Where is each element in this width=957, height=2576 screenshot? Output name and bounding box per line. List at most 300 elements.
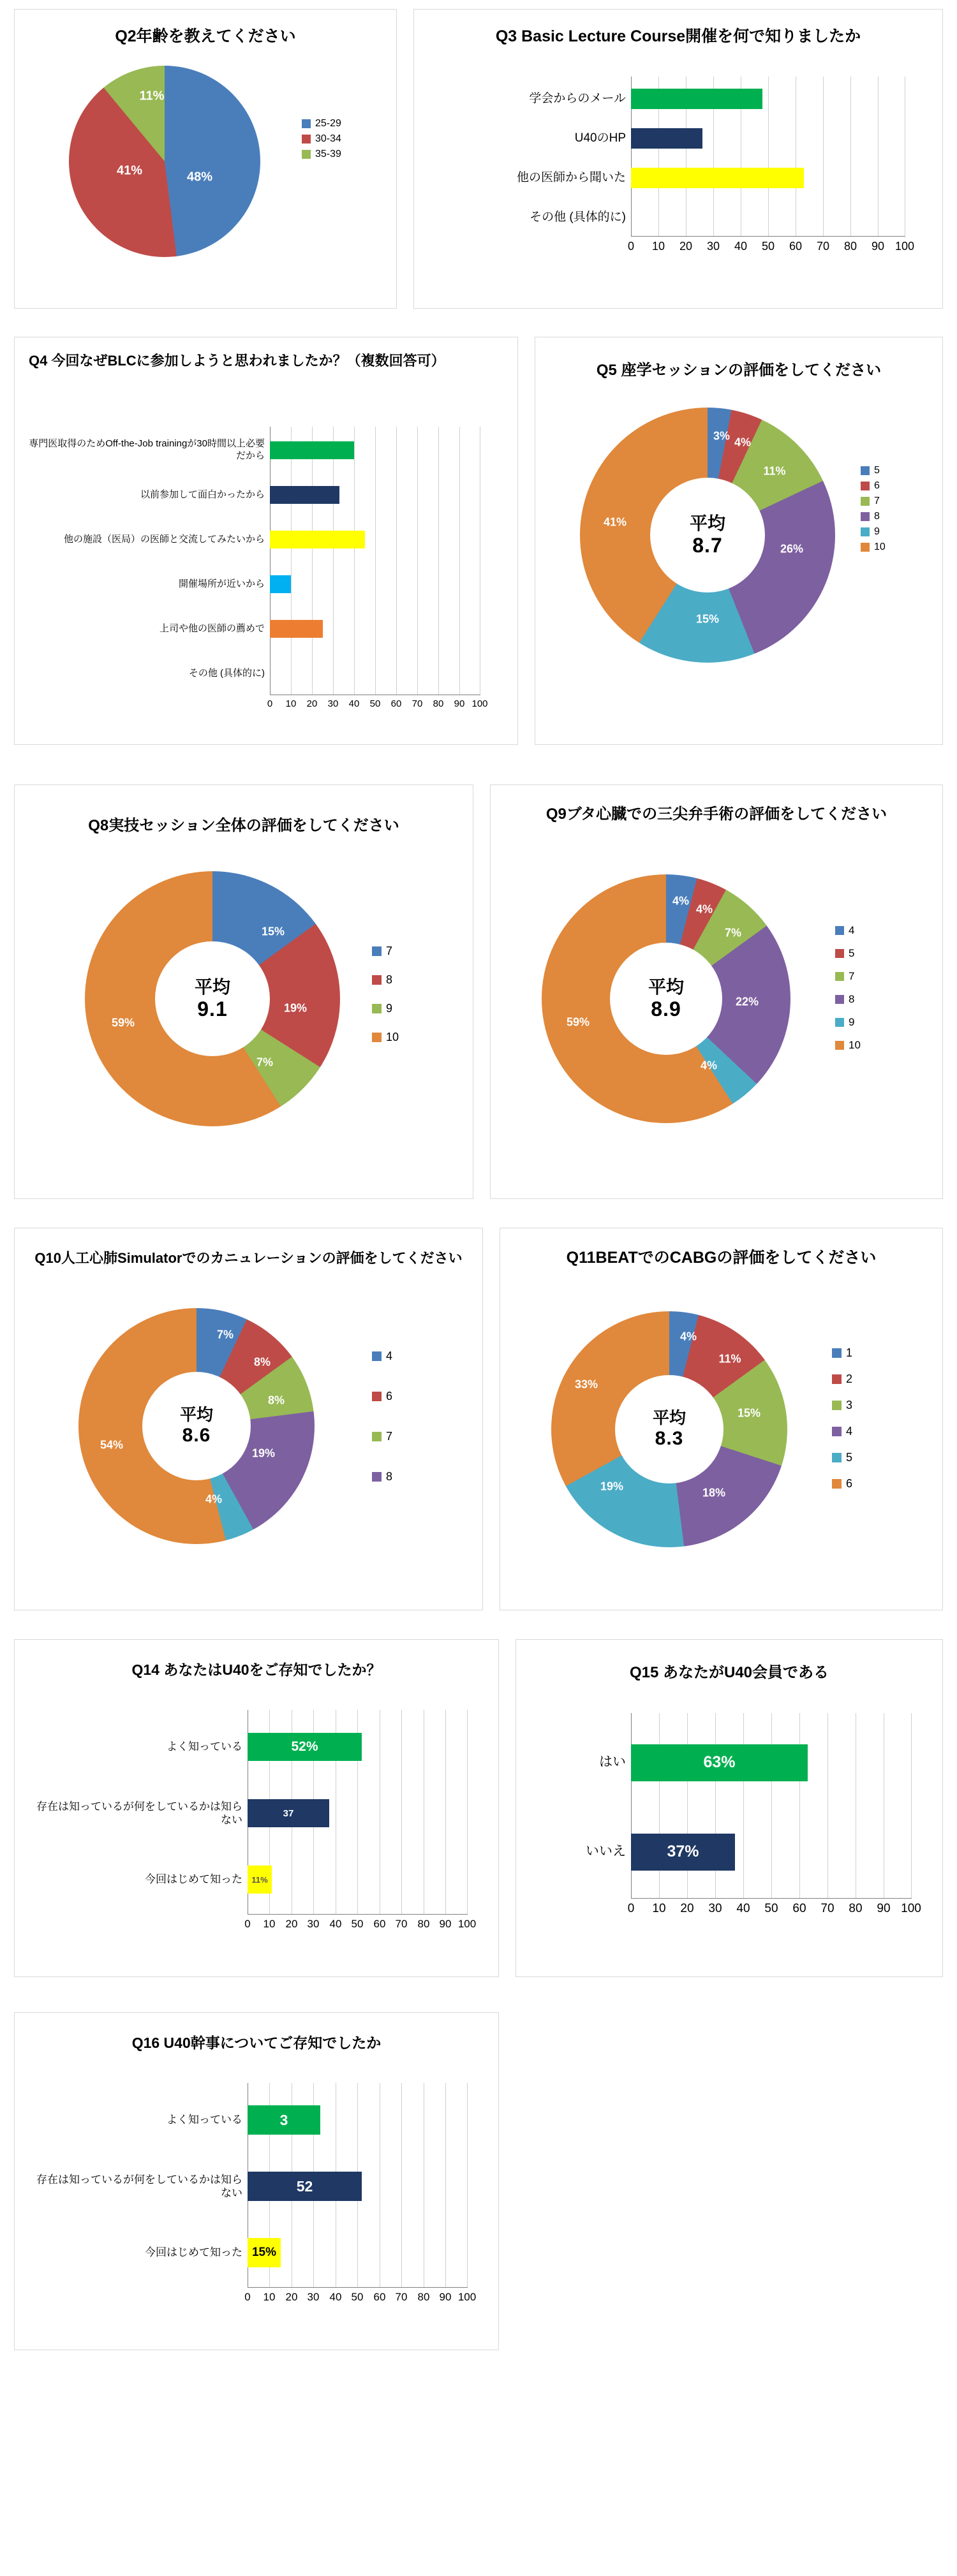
donut-label-q10-1: 8%	[253, 1355, 271, 1369]
bar-fill	[248, 2238, 281, 2267]
legend-swatch-icon	[835, 1018, 844, 1027]
bar-row	[27, 1781, 468, 1845]
chart-title-q14: Q14 あなたはU40をご存知でしたか？	[131, 1661, 382, 1678]
x-tick: 10	[285, 698, 297, 709]
legend-label: 10	[849, 1039, 861, 1051]
chart-card-q3	[413, 9, 943, 309]
donut-label-q8-0: 15%	[261, 925, 285, 938]
bar-track	[248, 2088, 468, 2152]
legend-item	[832, 1451, 852, 1464]
bar-value-label: 37	[283, 1807, 294, 1819]
donut-label-q8-2: 7%	[256, 1056, 274, 1069]
legend-label: 4	[386, 1350, 393, 1362]
donut-label-q11-2: 15%	[737, 1406, 761, 1420]
bar-track	[631, 199, 905, 236]
bar-fill	[631, 1744, 808, 1781]
legend-item	[835, 924, 861, 937]
x-tick: 30	[307, 1918, 320, 1930]
legend-item	[372, 945, 399, 958]
donut-label-q9-0: 4%	[672, 894, 690, 908]
legend-label: 4	[846, 1425, 853, 1438]
donut-q11	[551, 1311, 787, 1547]
bar-category-label: 専門医取得のためOff-the-Job trainingが30時間以上必要だから	[29, 438, 265, 461]
legend-swatch-icon	[861, 497, 870, 506]
pie-slices-q2	[69, 66, 260, 257]
x-tick: 60	[373, 1918, 386, 1930]
legend-item	[832, 1373, 852, 1386]
legend-item	[835, 1039, 861, 1052]
bar-fill	[248, 2105, 320, 2135]
donut-label-q9-3: 22%	[735, 995, 759, 1008]
legend-swatch-icon	[832, 1374, 842, 1384]
x-tick: 0	[627, 1902, 635, 1915]
legend-item	[861, 541, 886, 553]
legend-swatch-icon	[835, 949, 844, 958]
bar-category-label: 今回はじめて知った	[145, 2246, 242, 2259]
chart-title-q9: Q9ブタ心臓での三尖弁手術の評価をしてください	[545, 806, 887, 823]
bar-row	[27, 563, 480, 605]
bar-row	[529, 1719, 912, 1806]
legend-item	[372, 1350, 392, 1363]
legend-label: 8	[849, 993, 855, 1005]
x-tick: 30	[708, 1902, 722, 1915]
legend-item	[835, 1016, 861, 1029]
bar-value-label: 63%	[703, 1753, 736, 1771]
x-tick: 40	[348, 698, 360, 709]
bar-row	[27, 2221, 468, 2285]
legend-label: 10	[874, 541, 886, 552]
x-tick: 50	[764, 1902, 778, 1915]
bar-track	[270, 608, 480, 650]
bar-category-label: 他の施設（医局）の医師と交流してみたいから	[63, 533, 265, 545]
bar-category-label: 学会からのメール	[529, 92, 626, 106]
bar-row	[427, 120, 905, 157]
x-tick: 60	[789, 240, 803, 253]
x-tick: 100	[457, 2291, 477, 2303]
x-tick: 50	[761, 240, 775, 253]
x-tick: 90	[454, 698, 465, 709]
legend-label: 7	[849, 970, 855, 982]
bar-category-label: U40のHP	[574, 131, 626, 145]
donut-label-q8-3: 59%	[111, 1016, 135, 1029]
bar-category-label: 開催場所が近いから	[178, 578, 265, 589]
legend-q10	[372, 1350, 392, 1487]
donut-label-q9-5: 59%	[566, 1015, 590, 1029]
bar-track	[270, 652, 480, 695]
donut-center-q5	[650, 478, 765, 592]
x-tick: 70	[816, 240, 830, 253]
bar-category-label: 以前参加して面白かったから	[140, 489, 265, 500]
legend-item	[835, 947, 861, 960]
bar-fill	[248, 1866, 272, 1894]
pie-label-q2-0: 48%	[186, 170, 213, 184]
x-tick-labels-q14	[244, 1918, 477, 1933]
legend-item	[302, 133, 341, 145]
legend-item	[861, 465, 886, 476]
bar-fill	[248, 1799, 329, 1827]
bar-fill	[270, 531, 365, 548]
x-tick: 10	[652, 1902, 666, 1915]
bar-track	[270, 474, 480, 516]
legend-item	[832, 1477, 852, 1490]
legend-label: 6	[846, 1477, 853, 1490]
donut-label-q10-3: 19%	[251, 1446, 276, 1460]
bar-row	[27, 474, 480, 516]
x-tick: 0	[627, 240, 635, 253]
legend-item	[372, 1390, 392, 1403]
x-tick: 40	[734, 240, 748, 253]
bar-track	[631, 159, 905, 196]
bar-row	[427, 199, 905, 236]
legend-q11	[832, 1346, 852, 1494]
legend-swatch-icon	[302, 119, 311, 128]
legend-item	[861, 480, 886, 492]
donut-label-q10-0: 7%	[216, 1328, 234, 1341]
donut-label-q11-1: 11%	[718, 1352, 741, 1365]
legend-item	[372, 1002, 399, 1015]
bar-rows-q4	[27, 427, 509, 726]
bar-track	[248, 1848, 468, 1911]
chart-card-q8	[14, 784, 473, 1199]
bar-fill	[631, 1834, 735, 1871]
bar-category-label: 上司や他の医師の薦めで	[159, 622, 265, 634]
legend-swatch-icon	[835, 995, 844, 1004]
legend-label: 30-34	[315, 133, 341, 144]
x-tick: 50	[369, 698, 381, 709]
bar-category-label: はい	[599, 1755, 626, 1770]
bar-fill	[248, 2172, 362, 2201]
bar-track	[631, 1719, 912, 1806]
donut-center-label: 平均	[179, 1404, 213, 1424]
bar-track	[270, 519, 480, 561]
bar-row	[427, 80, 905, 117]
legend-item	[861, 496, 886, 507]
bar-row	[427, 159, 905, 196]
pie-label-q2-1: 41%	[116, 163, 143, 178]
x-tick-labels-q16	[244, 2291, 477, 2306]
x-tick: 90	[877, 1902, 891, 1915]
legend-swatch-icon	[861, 543, 870, 552]
x-tick-labels-q15	[627, 1902, 921, 1917]
donut-center-label: 平均	[648, 976, 684, 997]
donut-center-label: 平均	[689, 513, 725, 533]
x-tick: 90	[439, 2291, 452, 2303]
x-tick: 30	[307, 2291, 320, 2303]
bar-track	[631, 120, 905, 157]
bar-category-label: 存在は知っているが何をしているかは知らない	[36, 2173, 242, 2199]
legend-label: 9	[874, 526, 880, 537]
legend-swatch-icon	[835, 972, 844, 981]
legend-label: 3	[846, 1399, 853, 1411]
x-tick: 20	[306, 698, 318, 709]
donut-center-value: 8.7	[692, 533, 723, 557]
bar-row	[27, 652, 480, 695]
donut-center-value: 8.3	[655, 1427, 684, 1449]
legend-swatch-icon	[835, 1041, 844, 1050]
bar-track	[270, 429, 480, 471]
legend-label: 9	[849, 1016, 855, 1028]
bar-value-label: 37%	[667, 1843, 699, 1860]
x-tick: 80	[417, 2291, 430, 2303]
bar-row	[27, 519, 480, 561]
legend-swatch-icon	[861, 466, 870, 475]
legend-item	[302, 149, 341, 160]
x-tick: 40	[736, 1902, 750, 1915]
legend-label: 7	[386, 945, 393, 957]
legend-item	[372, 973, 399, 987]
donut-label-q5-0: 3%	[713, 429, 731, 443]
x-tick: 10	[263, 1918, 276, 1930]
donut-label-q5-5: 41%	[603, 515, 627, 529]
bar-category-label: よく知っている	[167, 2114, 242, 2126]
legend-swatch-icon	[302, 150, 311, 159]
bar-fill	[248, 1733, 362, 1761]
x-tick: 60	[390, 698, 402, 709]
bar-row	[27, 1848, 468, 1911]
bar-fill	[270, 441, 354, 459]
legend-label: 1	[846, 1346, 853, 1359]
x-tick: 80	[417, 1918, 430, 1930]
legend-swatch-icon	[832, 1453, 842, 1462]
x-tick: 0	[244, 1918, 251, 1930]
x-tick: 70	[395, 1918, 408, 1930]
x-tick: 50	[351, 2291, 364, 2303]
x-tick: 10	[263, 2291, 276, 2303]
legend-item	[861, 526, 886, 538]
legend-label: 5	[846, 1451, 853, 1464]
chart-title-q8: Q8実技セッション全体の評価をしてください	[88, 817, 399, 834]
donut-label-q10-4: 4%	[205, 1492, 223, 1506]
x-tick: 60	[373, 2291, 386, 2303]
x-tick: 30	[327, 698, 339, 709]
bar-plot-q16	[27, 2083, 490, 2319]
legend-item	[835, 970, 861, 983]
donut-center-value: 8.6	[182, 1424, 211, 1446]
bar-category-label: その他 (具体的に)	[188, 667, 265, 679]
bar-row	[27, 1715, 468, 1779]
legend-label: 5	[874, 465, 880, 476]
chart-card-q11	[500, 1228, 943, 1610]
legend-swatch-icon	[372, 1472, 382, 1482]
legend-label: 9	[386, 1002, 393, 1015]
bar-value-label: 11%	[251, 1874, 268, 1885]
bar-plot-q14	[27, 1710, 490, 1946]
x-tick: 80	[843, 240, 857, 253]
x-tick: 20	[285, 2291, 298, 2303]
bar-category-label: その他 (具体的に)	[530, 210, 626, 224]
donut-label-q9-1: 4%	[695, 902, 713, 916]
x-tick: 0	[267, 698, 273, 709]
legend-item	[372, 1470, 392, 1483]
bar-track	[248, 2154, 468, 2218]
donut-q10	[78, 1308, 315, 1544]
donut-label-q11-3: 18%	[702, 1486, 726, 1499]
legend-swatch-icon	[832, 1479, 842, 1489]
x-tick: 60	[792, 1902, 806, 1915]
legend-swatch-icon	[302, 135, 311, 144]
bar-value-label: 52	[296, 2177, 313, 2195]
bar-row	[529, 1809, 912, 1895]
x-tick: 80	[433, 698, 444, 709]
donut-label-q10-5: 54%	[100, 1438, 124, 1452]
x-tick: 40	[329, 2291, 342, 2303]
chart-title-q4: Q4 今回なぜBLCに参加しようと思われましたか？（複数回答可）	[29, 353, 445, 369]
donut-label-q5-4: 15%	[695, 612, 720, 626]
bar-track	[270, 563, 480, 605]
donut-label-q11-5: 33%	[574, 1378, 598, 1391]
bar-row	[27, 2088, 468, 2152]
bar-value-label: 3	[279, 2111, 288, 2128]
donut-q9	[542, 874, 790, 1123]
bar-row	[27, 2154, 468, 2218]
pie-label-q2-2: 11%	[139, 89, 165, 103]
chart-title-q5: Q5 座学セッションの評価をしてください	[596, 362, 882, 379]
legend-item	[372, 1031, 399, 1044]
donut-label-q9-4: 4%	[700, 1059, 718, 1072]
x-tick: 90	[871, 240, 885, 253]
legend-label: 6	[386, 1390, 393, 1402]
legend-q5	[861, 465, 886, 557]
pie-q2	[69, 66, 260, 257]
chart-card-q4	[14, 337, 518, 745]
legend-label: 7	[874, 496, 880, 506]
donut-center-q8	[155, 941, 270, 1056]
x-tick: 100	[471, 698, 488, 709]
donut-center-label: 平均	[652, 1408, 686, 1427]
legend-label: 25-29	[315, 118, 341, 129]
bar-track	[248, 2221, 468, 2285]
legend-swatch-icon	[372, 1033, 382, 1042]
x-tick: 90	[439, 1918, 452, 1930]
bar-fill	[270, 620, 323, 638]
chart-card-q2	[14, 9, 397, 309]
bar-track	[248, 1715, 468, 1779]
x-tick: 20	[285, 1918, 298, 1930]
bar-fill	[270, 486, 339, 504]
bar-row	[27, 608, 480, 650]
bar-rows-q3	[427, 77, 931, 268]
legend-swatch-icon	[861, 482, 870, 490]
legend-item	[372, 1430, 392, 1443]
x-tick: 0	[244, 2291, 251, 2303]
bar-row	[27, 429, 480, 471]
x-tick: 70	[395, 2291, 408, 2303]
bar-track	[631, 1809, 912, 1895]
donut-label-q5-1: 4%	[734, 436, 752, 449]
bar-fill	[631, 128, 702, 149]
chart-card-q16	[14, 2012, 499, 2350]
legend-swatch-icon	[372, 975, 382, 985]
legend-swatch-icon	[832, 1401, 842, 1410]
bar-plot-q3	[427, 77, 931, 268]
bar-category-label: よく知っている	[167, 1741, 242, 1753]
legend-label: 6	[874, 480, 880, 491]
legend-swatch-icon	[372, 946, 382, 956]
chart-title-q16: Q16 U40幹事についてご存知でしたか	[131, 2035, 382, 2051]
x-tick: 20	[680, 1902, 694, 1915]
chart-title-q3: Q3 Basic Lecture Course開催を何で知りましたか	[495, 27, 861, 45]
legend-item	[832, 1425, 852, 1438]
donut-label-q8-1: 19%	[283, 1001, 308, 1015]
bar-category-label: 今回はじめて知った	[145, 1873, 242, 1886]
x-tick: 10	[651, 240, 665, 253]
donut-center-value: 9.1	[197, 997, 228, 1020]
bar-plot-q4	[27, 427, 509, 726]
legend-label: 10	[386, 1031, 399, 1043]
bar-plot-q15	[529, 1713, 934, 1949]
donut-label-q10-2: 8%	[267, 1394, 285, 1407]
x-tick: 30	[706, 240, 720, 253]
chart-title-q2: Q2年齢を教えてください	[115, 27, 296, 45]
bar-track	[248, 1781, 468, 1845]
x-tick: 40	[329, 1918, 342, 1930]
chart-card-q9	[490, 784, 943, 1199]
bar-category-label: 存在は知っているが何をしているかは知らない	[36, 1800, 242, 1826]
x-tick: 70	[412, 698, 423, 709]
legend-swatch-icon	[832, 1348, 842, 1358]
legend-label: 8	[874, 511, 880, 522]
legend-label: 7	[386, 1430, 393, 1443]
bar-fill	[631, 89, 762, 109]
legend-swatch-icon	[861, 512, 870, 521]
legend-label: 35-39	[315, 149, 341, 159]
chart-title-q10: Q10人工心肺Simulatorでのカニュレーションの評価をしてください	[34, 1250, 463, 1266]
legend-label: 8	[386, 973, 393, 986]
legend-item	[302, 118, 341, 129]
x-tick: 80	[849, 1902, 863, 1915]
legend-q8	[372, 945, 399, 1048]
donut-center-q9	[610, 943, 722, 1055]
bar-rows-q16	[27, 2083, 490, 2319]
chart-title-q15: Q15 あなたがU40会員である	[629, 1664, 829, 1681]
donut-q8	[85, 871, 340, 1126]
x-tick: 70	[820, 1902, 835, 1915]
x-tick: 100	[457, 1918, 477, 1930]
bar-value-label: 52%	[291, 1739, 318, 1754]
x-tick-labels-q4	[267, 698, 488, 712]
legend-swatch-icon	[372, 1004, 382, 1013]
legend-swatch-icon	[372, 1432, 382, 1441]
x-tick: 100	[901, 1902, 921, 1915]
x-tick: 20	[679, 240, 693, 253]
chart-card-q10	[14, 1228, 483, 1610]
legend-item	[832, 1346, 852, 1360]
legend-swatch-icon	[372, 1351, 382, 1361]
donut-label-q5-2: 11%	[763, 464, 786, 478]
bar-fill	[631, 168, 804, 188]
legend-label: 4	[849, 924, 855, 936]
legend-item	[861, 511, 886, 522]
chart-title-q11: Q11BEATでのCABGの評価をしてください	[566, 1249, 877, 1267]
bar-category-label: いいえ	[586, 1844, 626, 1859]
legend-swatch-icon	[372, 1392, 382, 1401]
legend-swatch-icon	[832, 1427, 842, 1436]
legend-item	[835, 993, 861, 1006]
legend-label: 2	[846, 1373, 853, 1385]
legend-q9	[835, 924, 861, 1056]
legend-label: 8	[386, 1470, 393, 1483]
bar-rows-q14	[27, 1710, 490, 1946]
legend-swatch-icon	[861, 527, 870, 536]
donut-q5	[580, 408, 835, 663]
chart-card-q5	[535, 337, 943, 745]
chart-card-q14	[14, 1639, 499, 1977]
x-tick: 100	[894, 240, 915, 253]
donut-center-value: 8.9	[651, 997, 681, 1020]
donut-label-q11-0: 4%	[679, 1330, 697, 1343]
legend-label: 5	[849, 947, 855, 959]
legend-item	[832, 1399, 852, 1412]
